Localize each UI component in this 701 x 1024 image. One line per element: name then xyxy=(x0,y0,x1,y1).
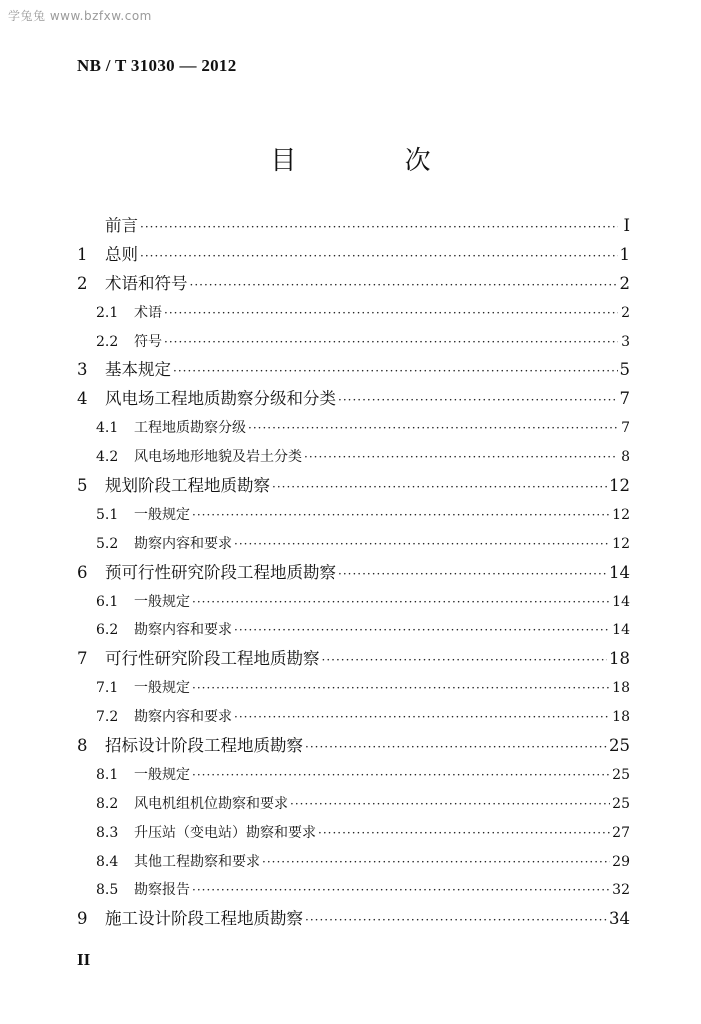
toc-entry[interactable] xyxy=(77,241,630,270)
toc-entry-number: 5 xyxy=(77,476,88,496)
toc-dot-leader xyxy=(304,443,618,472)
toc-entry-label: 勘察内容和要求 xyxy=(134,622,232,639)
toc-entry-label: 工程地质勘察分级 xyxy=(134,420,246,437)
toc-entry[interactable] xyxy=(77,588,630,617)
toc-entry-label: 可行性研究阶段工程地质勘察 xyxy=(105,649,320,669)
toc-entry[interactable] xyxy=(77,732,630,761)
toc-entry-number: 6.1 xyxy=(96,593,119,610)
toc-entry-number: 8.1 xyxy=(96,766,119,783)
toc-entry-page: 12 xyxy=(612,535,630,552)
toc-dot-leader xyxy=(262,848,610,877)
toc-entry-page: 2 xyxy=(619,273,630,293)
toc-entry[interactable] xyxy=(77,356,630,385)
toc-entry-label: 勘察内容和要求 xyxy=(134,709,232,726)
toc-dot-leader xyxy=(234,616,610,645)
toc-dot-leader xyxy=(234,703,610,732)
toc-entry-number: 8.4 xyxy=(96,853,119,870)
toc-entry-number: 2 xyxy=(77,273,88,293)
toc-entry-label: 招标设计阶段工程地质勘察 xyxy=(105,736,303,756)
toc-entry-label: 一般规定 xyxy=(134,593,190,610)
footer-page-number: II xyxy=(77,950,91,969)
toc-dot-leader xyxy=(173,357,618,386)
toc-dot-leader xyxy=(322,646,608,675)
toc-entry[interactable] xyxy=(77,905,630,934)
toc-dot-leader xyxy=(192,501,610,530)
toc-entry-label: 勘察报告 xyxy=(134,882,190,899)
toc-entry-label: 勘察内容和要求 xyxy=(134,535,232,552)
toc-entry[interactable] xyxy=(77,559,630,588)
toc-entry-page: 25 xyxy=(609,736,630,756)
toc-entry-number: 5.1 xyxy=(96,506,119,523)
toc-entry-page: 14 xyxy=(609,562,630,582)
toc-entry-number: 8.2 xyxy=(96,795,119,812)
toc-entry-number: 4.1 xyxy=(96,420,119,437)
table-of-contents xyxy=(77,212,630,934)
toc-entry-number: 8 xyxy=(77,736,88,756)
toc-entry[interactable] xyxy=(77,703,630,732)
toc-entry[interactable] xyxy=(77,414,630,443)
toc-entry[interactable] xyxy=(77,848,630,877)
toc-entry-number: 6.2 xyxy=(96,622,119,639)
toc-entry-number: 7.2 xyxy=(96,709,119,726)
toc-dot-leader xyxy=(305,733,607,762)
toc-entry-page: 25 xyxy=(612,795,630,812)
toc-entry[interactable] xyxy=(77,385,630,414)
standard-code: NB / T 31030 — 2012 xyxy=(77,56,237,75)
toc-entry-label: 符号 xyxy=(134,333,162,350)
toc-entry-number: 1 xyxy=(77,244,88,264)
toc-entry[interactable] xyxy=(77,790,630,819)
toc-entry-label: 术语 xyxy=(134,304,162,321)
toc-entry-page: 3 xyxy=(621,333,630,350)
toc-entry-number: 5.2 xyxy=(96,535,119,552)
toc-entry-label: 风电场工程地质勘察分级和分类 xyxy=(105,389,336,409)
toc-entry-page: 12 xyxy=(609,476,630,496)
toc-dot-leader xyxy=(164,299,618,328)
toc-dot-leader xyxy=(192,876,610,905)
toc-entry-label: 术语和符号 xyxy=(105,273,188,293)
toc-entry-page: 25 xyxy=(612,766,630,783)
toc-entry-number: 7.1 xyxy=(96,680,119,697)
toc-entry[interactable] xyxy=(77,270,630,299)
toc-entry-page: 7 xyxy=(619,389,630,409)
toc-entry-label: 升压站（变电站）勘察和要求 xyxy=(134,824,316,841)
toc-dot-leader xyxy=(234,530,610,559)
watermark: 学兔兔 www.bzfxw.com xyxy=(8,9,152,23)
toc-entry-page: 14 xyxy=(612,593,630,610)
toc-entry-page: 2 xyxy=(621,304,630,321)
toc-entry[interactable] xyxy=(77,472,630,501)
toc-entry-label: 预可行性研究阶段工程地质勘察 xyxy=(105,562,336,582)
toc-entry-page: I xyxy=(623,216,630,235)
toc-entry[interactable] xyxy=(77,443,630,472)
toc-entry-label: 一般规定 xyxy=(134,506,190,523)
toc-entry[interactable] xyxy=(77,501,630,530)
toc-entry-page: 32 xyxy=(612,882,630,899)
toc-entry-page: 34 xyxy=(609,909,630,929)
toc-entry-label: 风电场地形地貌及岩土分类 xyxy=(134,449,302,466)
toc-entry-label: 规划阶段工程地质勘察 xyxy=(105,476,270,496)
toc-entry-page: 12 xyxy=(612,506,630,523)
toc-entry-page: 14 xyxy=(612,622,630,639)
toc-entry-page: 8 xyxy=(621,449,630,466)
toc-dot-leader xyxy=(140,213,618,242)
toc-entry-label: 一般规定 xyxy=(134,680,190,697)
toc-entry-number: 4.2 xyxy=(96,449,119,466)
toc-entry-number: 7 xyxy=(77,649,88,669)
toc-entry[interactable] xyxy=(77,876,630,905)
toc-entry[interactable] xyxy=(77,616,630,645)
toc-dot-leader xyxy=(192,761,610,790)
toc-entry-label: 基本规定 xyxy=(105,360,171,380)
toc-entry-page: 18 xyxy=(609,649,630,669)
toc-dot-leader xyxy=(338,560,607,589)
toc-dot-leader xyxy=(318,819,610,848)
toc-entry-number: 6 xyxy=(77,562,88,582)
toc-entry[interactable] xyxy=(77,819,630,848)
toc-entry[interactable] xyxy=(77,212,630,241)
toc-entry-number: 4 xyxy=(77,389,88,409)
toc-entry-number: 9 xyxy=(77,909,88,929)
toc-entry-label: 前言 xyxy=(105,216,138,235)
toc-entry-number: 2.1 xyxy=(96,304,119,321)
toc-entry[interactable] xyxy=(77,761,630,790)
toc-entry[interactable] xyxy=(77,299,630,328)
toc-entry-number: 3 xyxy=(77,360,88,380)
toc-entry-page: 18 xyxy=(612,709,630,726)
toc-dot-leader xyxy=(338,386,618,415)
toc-entry-label: 风电机组机位勘察和要求 xyxy=(134,795,288,812)
toc-entry[interactable] xyxy=(77,674,630,703)
toc-dot-leader xyxy=(192,588,610,617)
toc-entry-label: 一般规定 xyxy=(134,766,190,783)
toc-dot-leader xyxy=(248,414,618,443)
toc-entry[interactable] xyxy=(77,328,630,357)
toc-entry-page: 29 xyxy=(612,853,630,870)
toc-dot-leader xyxy=(272,473,607,502)
toc-dot-leader xyxy=(290,790,610,819)
toc-entry-label: 总则 xyxy=(105,244,138,264)
toc-entry-number: 8.3 xyxy=(96,824,119,841)
toc-entry-number: 2.2 xyxy=(96,333,119,350)
toc-dot-leader xyxy=(140,242,618,271)
toc-dot-leader xyxy=(164,328,618,357)
toc-entry-page: 18 xyxy=(612,680,630,697)
toc-entry-label: 其他工程勘察和要求 xyxy=(134,853,260,870)
toc-dot-leader xyxy=(192,674,610,703)
toc-entry-page: 1 xyxy=(619,244,630,264)
toc-entry-page: 27 xyxy=(612,824,630,841)
toc-entry-page: 7 xyxy=(621,420,630,437)
toc-dot-leader xyxy=(305,906,607,935)
page-title: 目 次 xyxy=(270,146,481,176)
toc-dot-leader xyxy=(190,271,618,300)
toc-entry[interactable] xyxy=(77,530,630,559)
toc-entry[interactable] xyxy=(77,645,630,674)
toc-entry-number: 8.5 xyxy=(96,882,119,899)
toc-entry-page: 5 xyxy=(619,360,630,380)
toc-entry-label: 施工设计阶段工程地质勘察 xyxy=(105,909,303,929)
